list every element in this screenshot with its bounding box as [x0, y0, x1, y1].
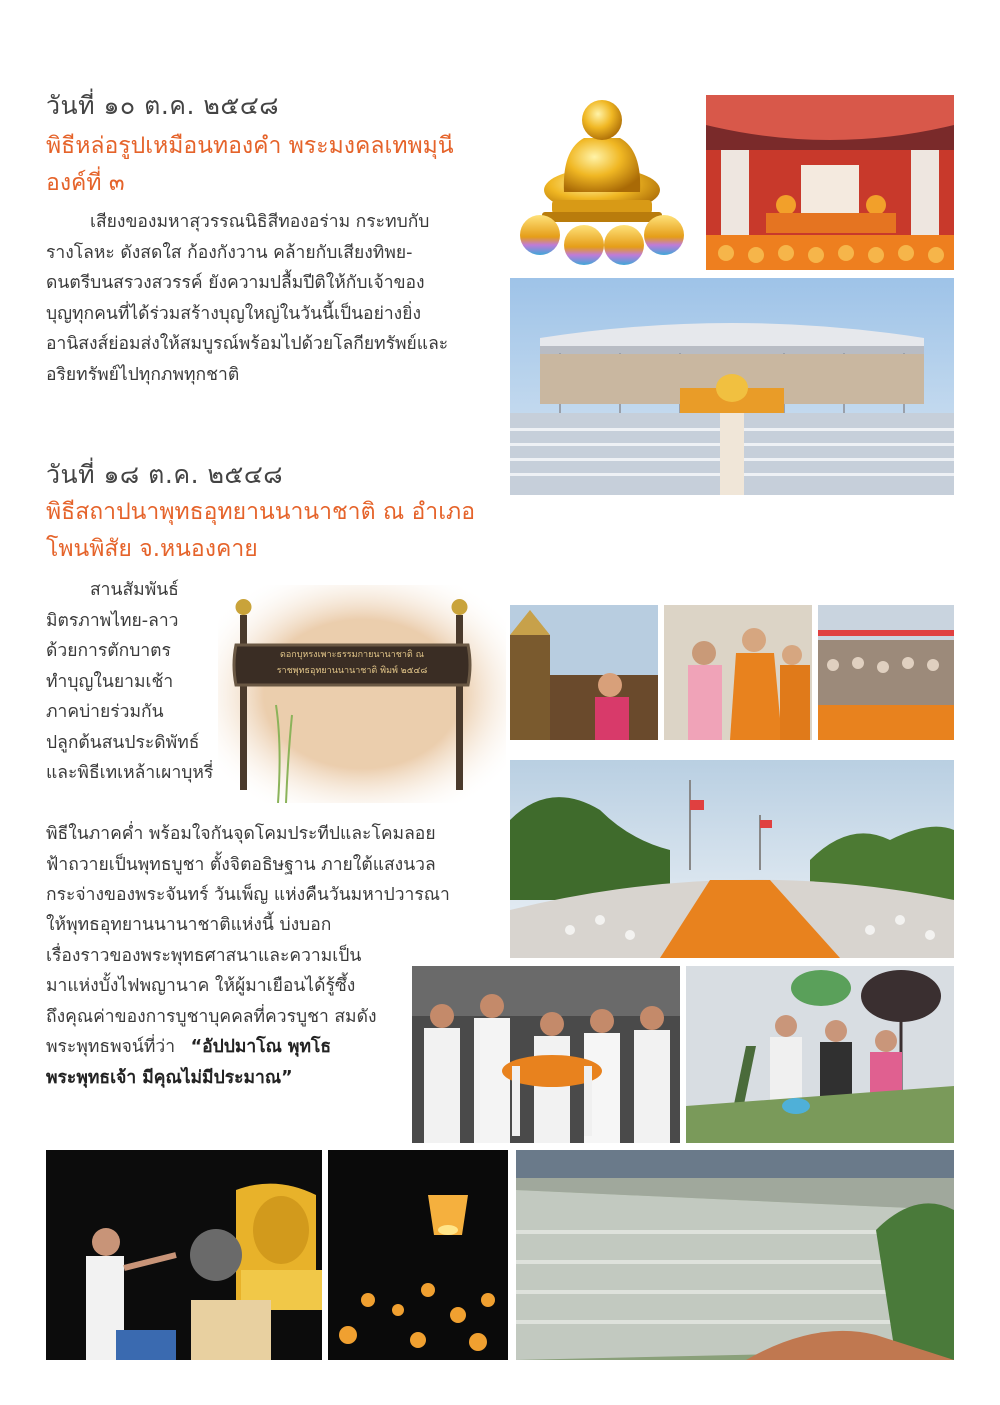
- sign-board-image: [218, 585, 506, 803]
- section1-title-line1: พิธีหล่อรูปเหมือนทองคำ พระมงคลเทพมุนี: [46, 133, 454, 159]
- huge-crowd-field-photo: [516, 1150, 954, 1360]
- body-line: มิตรภาพไทย-ลาว: [46, 610, 179, 631]
- body-line: ถึงคุณค่าของการบูชาบุคคลที่ควรบูชา สมดัง: [46, 1006, 377, 1027]
- huge-crowd-field-image: [516, 1150, 954, 1360]
- body-line: กระจ่างของพระจันทร์ วันเพ็ญ แห่งคืนวันมหาปวารณา: [46, 885, 450, 905]
- section2-title: [46, 494, 476, 568]
- section1-date: วันที่ ๑๐ ต.ค. ๒๕๔๘: [46, 91, 280, 120]
- candle-lighting-photo: [46, 1150, 322, 1360]
- body-line: พิธีในภาคค่ำ พร้อมใจกันจุดโคมประทีปและโคมลอย: [46, 824, 436, 844]
- monks-procession-photo: [510, 760, 954, 958]
- sign-text-line1: ดอกบุหรงเพาะธรรมกายนานาชาติ ณ: [280, 650, 424, 660]
- section1-title-line2: องค์ที่ ๓: [46, 170, 125, 196]
- section2-medium-text: [46, 910, 391, 1093]
- ceremony-stage-photo: [706, 95, 954, 270]
- golden-statue-photo: [512, 80, 692, 270]
- body-line: ฟ้าถวายเป็นพุทธบูชา ตั้งจิตอธิษฐาน ภายใต้แสงนวล: [46, 854, 436, 875]
- section1-title: [46, 128, 466, 202]
- body-line: ให้พุทธอุทยานนานาชาติแห่งนี้ บ่งบอก: [46, 915, 332, 935]
- stadium-crowd-image: [510, 278, 954, 495]
- ceremony-stage-image: [706, 95, 954, 270]
- body-line: ดนตรีบนสรวงสวรรค์ ยังความปลื้มปีติให้กับเจ้าของ: [46, 273, 425, 293]
- quote-part1: “อัปปมาโณ พุทโธ: [190, 1037, 332, 1057]
- section2-date: วันที่ ๑๘ ต.ค. ๒๕๔๘: [46, 460, 284, 489]
- section2-narrow-text: [46, 575, 231, 789]
- section1-body: [46, 207, 466, 390]
- pouring-ceremony-image: [412, 966, 680, 1143]
- sign-text: [252, 647, 452, 679]
- body-line: [46, 1032, 391, 1063]
- tree-planting-image: [686, 966, 954, 1143]
- quote-part2: พระพุทธเจ้า มีคุณไม่มีประมาณ”: [46, 1067, 293, 1088]
- body-line: และพิธีเทเหล้าเผาบุหรี่: [46, 763, 214, 783]
- body-line: ภาคบ่ายร่วมกัน: [46, 702, 164, 722]
- tree-planting-photo: [686, 966, 954, 1143]
- body-line: ทำบุญในยามเช้า: [46, 671, 174, 692]
- body-line: สานสัมพันธ์: [90, 580, 179, 600]
- floating-lanterns-photo: [328, 1150, 508, 1360]
- crowd-gathering-image: [818, 605, 954, 740]
- crowd-gathering-photo: [818, 605, 954, 740]
- section2-wide-text: [46, 819, 466, 911]
- body-line: มาแห่งบั้งไฟพญานาค ให้ผู้มาเยือนได้รู้ซึ้ง: [46, 976, 356, 996]
- golden-statue-image: [512, 80, 692, 270]
- body-line: อานิสงส์ย่อมส่งให้สมบูรณ์พร้อมไปด้วยโลกียทรัพย์และ: [46, 334, 449, 354]
- candle-lighting-image: [46, 1150, 322, 1360]
- alms-giving-photo-2: [664, 605, 812, 740]
- body-line: เรื่องราวของพระพุทธศาสนาและความเป็น: [46, 945, 362, 966]
- body-line: ด้วยการตักบาตร: [46, 641, 171, 661]
- body-line: อริยทรัพย์ไปทุกภพทุกชาติ: [46, 364, 240, 385]
- section2-title-line1: พิธีสถาปนาพุทธอุทยานนานาชาติ ณ อำเภอ: [46, 499, 476, 525]
- body-line: เสียงของมหาสุวรรณนิธิสีทองอร่าม กระทบกับ: [90, 212, 430, 232]
- body-line: ปลูกต้นสนประดิพัทธ์: [46, 732, 200, 753]
- alms-giving-image-1: [510, 605, 658, 740]
- body-line: บุญทุกคนที่ได้ร่วมสร้างบุญใหญ่ในวันนี้เป็นอย่างยิ่ง: [46, 303, 421, 324]
- body-line: รางโลหะ ดังสดใส ก้องกังวาน คล้ายกับเสียงทิพย-: [46, 242, 413, 263]
- floating-lanterns-image: [328, 1150, 508, 1360]
- quote-intro: พระพุทธพจน์ที่ว่า: [46, 1037, 176, 1057]
- pouring-ceremony-photo: [412, 966, 680, 1143]
- sign-board-photo: [218, 585, 506, 803]
- section2-title-line2: โพนพิสัย จ.หนองคาย: [46, 536, 258, 562]
- sign-text-line2: ราชพุทธอุทยานนานาชาติ พิมพ์ ๒๕๔๘: [276, 666, 428, 676]
- stadium-crowd-photo: [510, 278, 954, 495]
- alms-giving-image-2: [664, 605, 812, 740]
- alms-giving-photo-1: [510, 605, 658, 740]
- monks-procession-image: [510, 760, 954, 958]
